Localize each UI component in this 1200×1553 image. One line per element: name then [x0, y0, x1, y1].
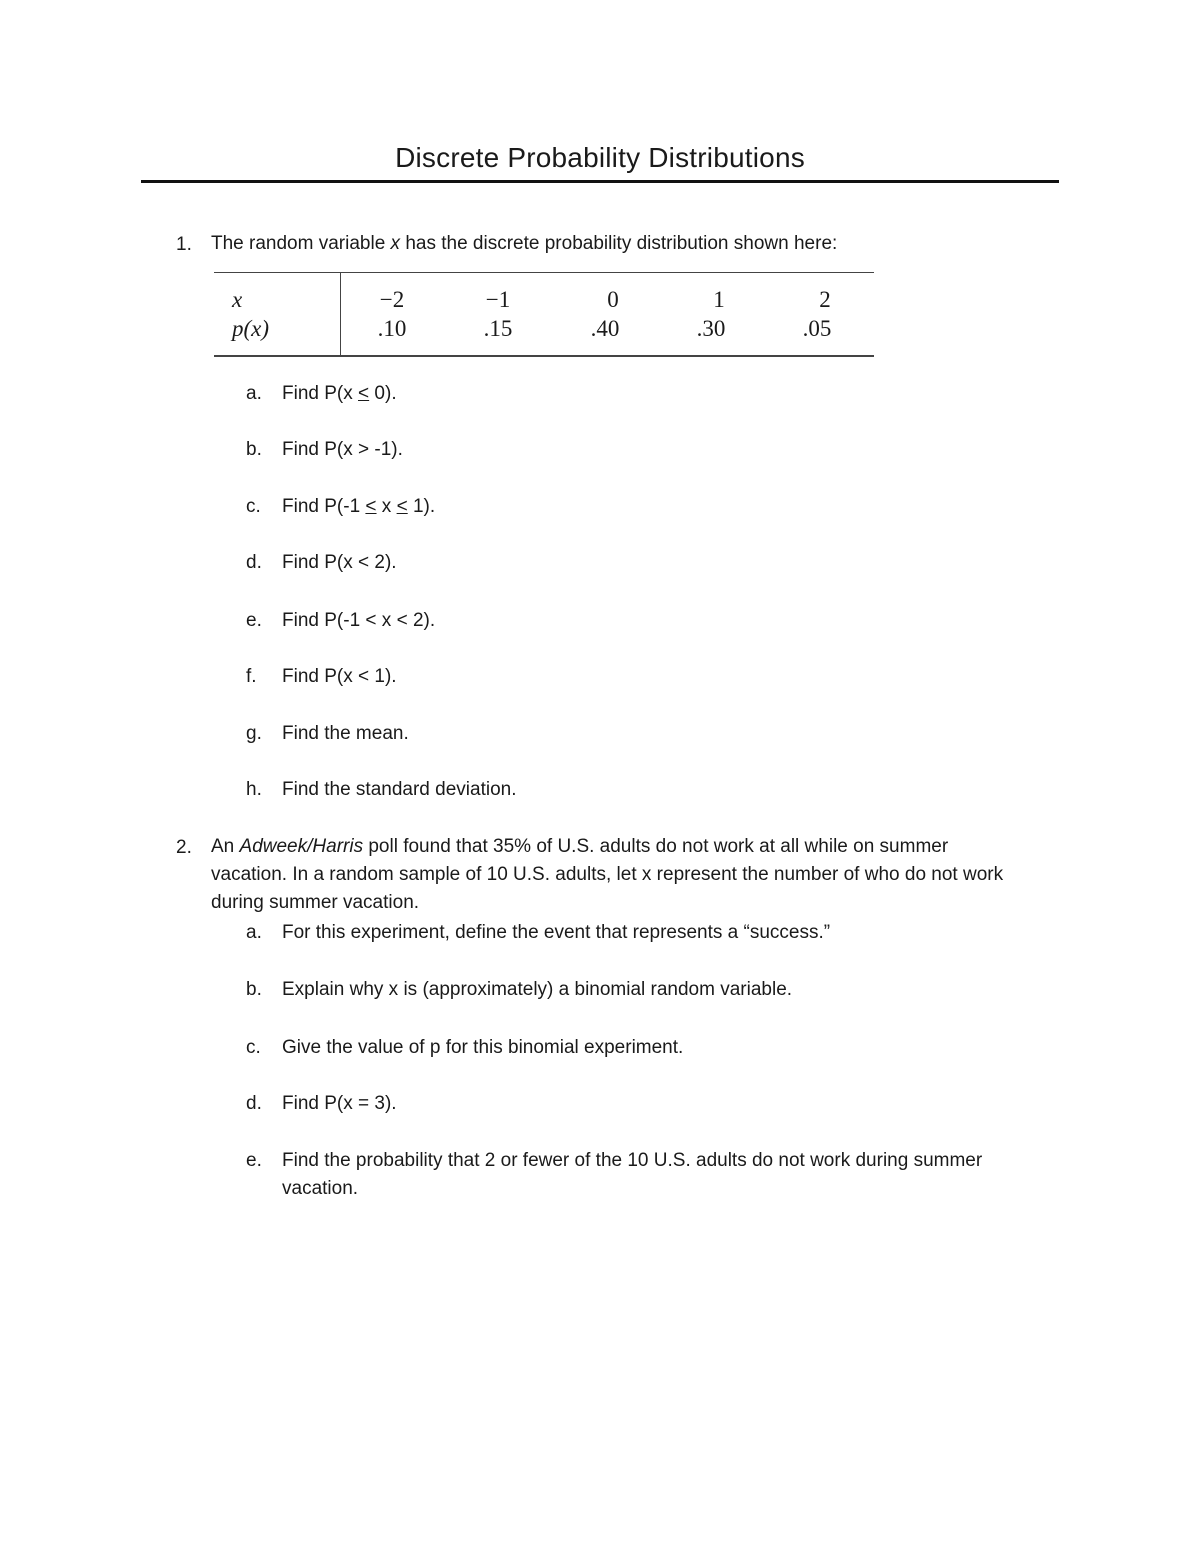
q2-part-b-letter: b. — [246, 979, 262, 1000]
q1-part-b-text: Find P(x > -1). — [282, 439, 403, 460]
table-x-value: −1 — [485, 287, 511, 312]
q1-part-c-text — [282, 496, 435, 518]
table-x-label: x — [232, 287, 243, 312]
q2-part-e-line-2: vacation. — [282, 1178, 359, 1199]
q1-c-pre: Find P(-1 — [282, 496, 366, 517]
q1-part-d-text: Find P(x < 2). — [282, 552, 397, 573]
q2-part-d-letter: d. — [246, 1093, 262, 1114]
q1-part-b-letter: b. — [246, 439, 262, 460]
probability-table — [214, 272, 874, 357]
page-title: Discrete Probability Distributions — [395, 142, 805, 173]
q1-a-post: 0). — [369, 383, 397, 404]
q1-part-h-letter: h. — [246, 779, 262, 800]
q1-part-f-text: Find P(x < 1). — [282, 666, 397, 687]
table-divider — [340, 273, 341, 355]
title-rule — [141, 180, 1059, 183]
table-p-value: .10 — [377, 316, 407, 341]
q1-c-mid: x — [376, 496, 397, 517]
q1-part-g-text: Find the mean. — [282, 723, 409, 744]
q1-intro-before: The random variable — [211, 233, 391, 254]
question-1-number: 1. — [176, 234, 192, 255]
question-2-line-1 — [211, 833, 948, 861]
table-p-value: .05 — [802, 316, 832, 341]
q2-part-d-text: Find P(x = 3). — [282, 1093, 397, 1114]
q2-part-a-text: For this experiment, define the event that represents a “success.” — [282, 922, 831, 943]
table-p-value: .15 — [483, 316, 513, 341]
q1-part-c-letter: c. — [246, 496, 261, 517]
question-1-text — [211, 230, 837, 258]
question-2-line-3: during summer vacation. — [211, 892, 420, 913]
q2-part-e-line-1: Find the probability that 2 or fewer of the 10 U.S. adults do not work during summer — [282, 1150, 983, 1171]
q1-part-a-text — [282, 383, 397, 405]
question-2-number: 2. — [176, 837, 192, 858]
table-p-value: .40 — [590, 316, 620, 341]
q2-poll-name: Adweek/Harris — [239, 836, 364, 857]
q1-part-h-text: Find the standard deviation. — [282, 779, 517, 800]
q2-part-e-letter: e. — [246, 1150, 262, 1171]
q1-a-pre: Find P(x — [282, 383, 359, 404]
q2-part-a-letter: a. — [246, 922, 262, 943]
q2-line1-pre: An — [211, 836, 240, 857]
q2-part-b-text: Explain why x is (approximately) a binomial random variable. — [282, 979, 793, 1000]
question-2-line-2: vacation. In a random sample of 10 U.S. adults, let x represent the number of who do not work — [211, 864, 1004, 885]
q1-part-g-letter: g. — [246, 723, 262, 744]
q1-c-post: 1). — [407, 496, 436, 517]
table-px-label: p(x) — [232, 316, 270, 341]
q1-intro-after: has the discrete probability distribution shown here: — [400, 233, 838, 254]
table-x-value: 2 — [819, 287, 831, 312]
table-x-value: 1 — [713, 287, 725, 312]
q2-line1-post: poll found that 35% of U.S. adults do not work at all while on summer — [363, 836, 949, 857]
q1-intro-var: x — [390, 233, 401, 254]
table-x-value: 0 — [607, 287, 619, 312]
q1-part-e-letter: e. — [246, 610, 262, 631]
q2-part-c-text: Give the value of p for this binomial experiment. — [282, 1037, 684, 1058]
q2-part-c-letter: c. — [246, 1037, 261, 1058]
table-p-value: .30 — [696, 316, 726, 341]
q1-part-f-letter: f. — [246, 666, 257, 687]
q1-c-symbol-2: < — [396, 496, 408, 517]
q1-part-d-letter: d. — [246, 552, 262, 573]
q1-a-symbol: < — [358, 383, 370, 404]
table-x-value: −2 — [379, 287, 405, 312]
q1-c-symbol-1: < — [365, 496, 377, 517]
q1-part-a-letter: a. — [246, 383, 262, 404]
q1-part-e-text: Find P(-1 < x < 2). — [282, 610, 436, 631]
